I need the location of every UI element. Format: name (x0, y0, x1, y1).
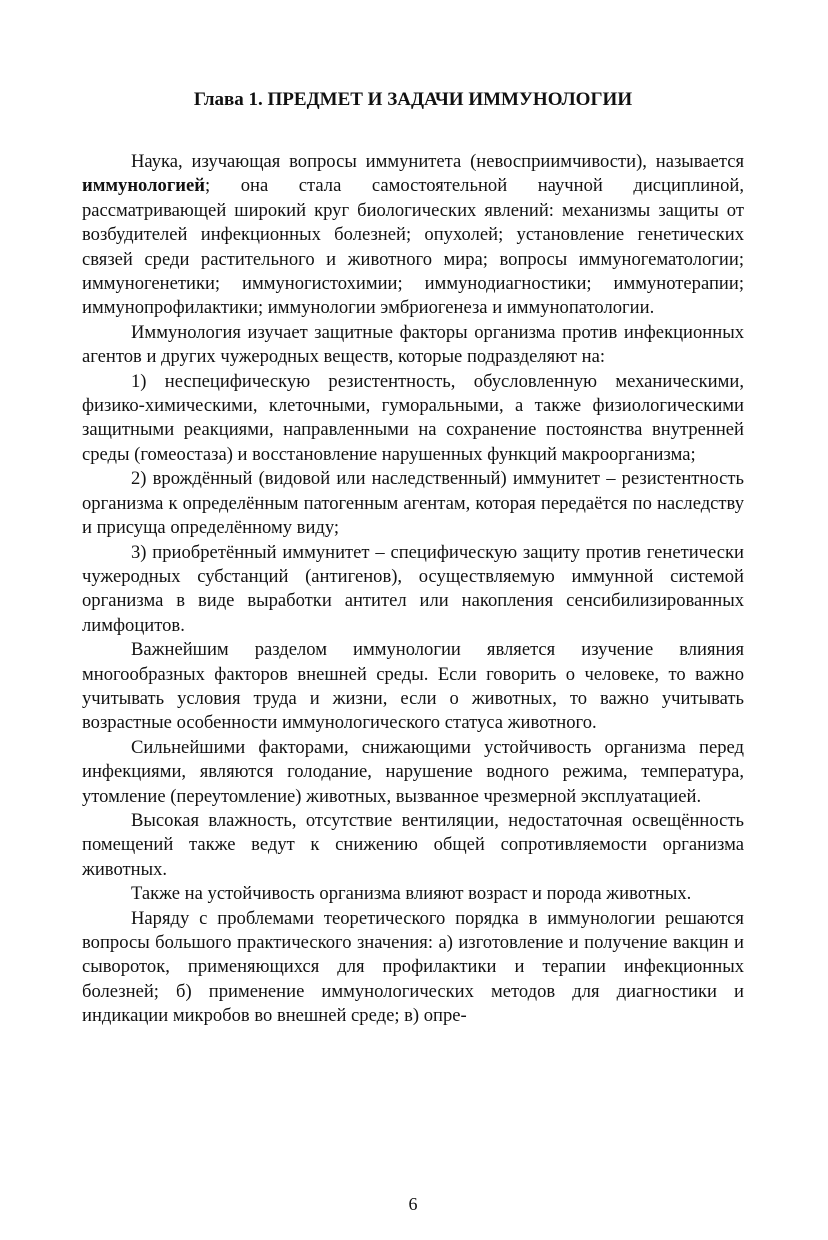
paragraph: Также на устойчивость организма влияют возраст и порода животных. (131, 883, 692, 905)
body-text (82, 150, 744, 1029)
list-item-innate-immunity: 2) врождённый (видовой или наследственный) иммунитет – резистентность организма к определённым патогенным агентам, которая передаётся по наследству и присуща определённому виду; (82, 468, 744, 539)
paragraph: Высокая влажность, отсутствие вентиляции, недостаточная освещённость помещений также ведут к снижению общей сопротивляемости организма животных. (82, 809, 744, 880)
paragraph: Наряду с проблемами теоретического порядка в иммунологии решаются вопросы большого практического значения: а) изготовление и получение вакцин и сывороток, применяющихся для профилактики и терапии инфекционных болезней; б) применение иммунологических методов для диагностики и индикации микробов во внешней среде; в) опре- (82, 907, 744, 1027)
paragraph: Важнейшим разделом иммунологии является изучение влияния многообразных факторов внешней среды. Если говорить о человеке, то важно учитывать условия труда и жизни, если о животных, то важно учитывать возрастные особенности иммунологического статуса животного. (82, 639, 744, 734)
list-item-nonspecific-resistance: 1) неспецифическую резистентность, обусловленную механическими, физико-химическими, клеточными, гуморальными, а также физиологическими защитными реакциями, направленными на сохранение постоянства внутренней среды (гомеостаза) и восстановление нарушенных функций макроорганизма; (82, 370, 744, 465)
paragraph: Иммунология изучает защитные факторы организма против инфекционных агентов и других чужеродных веществ, которые подразделяют на: (82, 321, 744, 368)
paragraph: Сильнейшими факторами, снижающими устойчивость организма перед инфекциями, являются голодание, нарушение водного режима, температура, утомление (переутомление) животных, вызванное чрезмерной эксплуатацией. (82, 736, 744, 807)
paragraph-intro-start: Наука, изучающая вопросы иммунитета (невосприимчивости), называется (131, 151, 744, 172)
page-number: 6 (408, 1194, 418, 1214)
paragraph-intro-rest: ; она стала самостоятельной научной дисциплиной, рассматривающей широкий круг биологических явлений: механизмы защиты от возбудителей инфекционных болезней; опухолей; установление генетических связей среди растительного и животного мира; вопросы иммуногематологии; иммуногенетики; иммуногистохимии; иммунодиагностики; иммунотерапии; иммунопрофилактики; иммунологии эмбриогенеза и иммунопатологии. (82, 175, 744, 319)
list-item-acquired-immunity: 3) приобретённый иммунитет – специфическую защиту против генетически чужеродных субстанций (антигенов), осуществляемую иммунной системой организма в виде выработки антител или накопления сенсибилизированных лимфоцитов. (82, 541, 744, 636)
term-immunology: иммунологией (82, 175, 205, 197)
paragraph-intro (82, 150, 744, 321)
chapter-title: Глава 1. ПРЕДМЕТ И ЗАДАЧИ ИММУНОЛОГИИ (193, 89, 633, 110)
